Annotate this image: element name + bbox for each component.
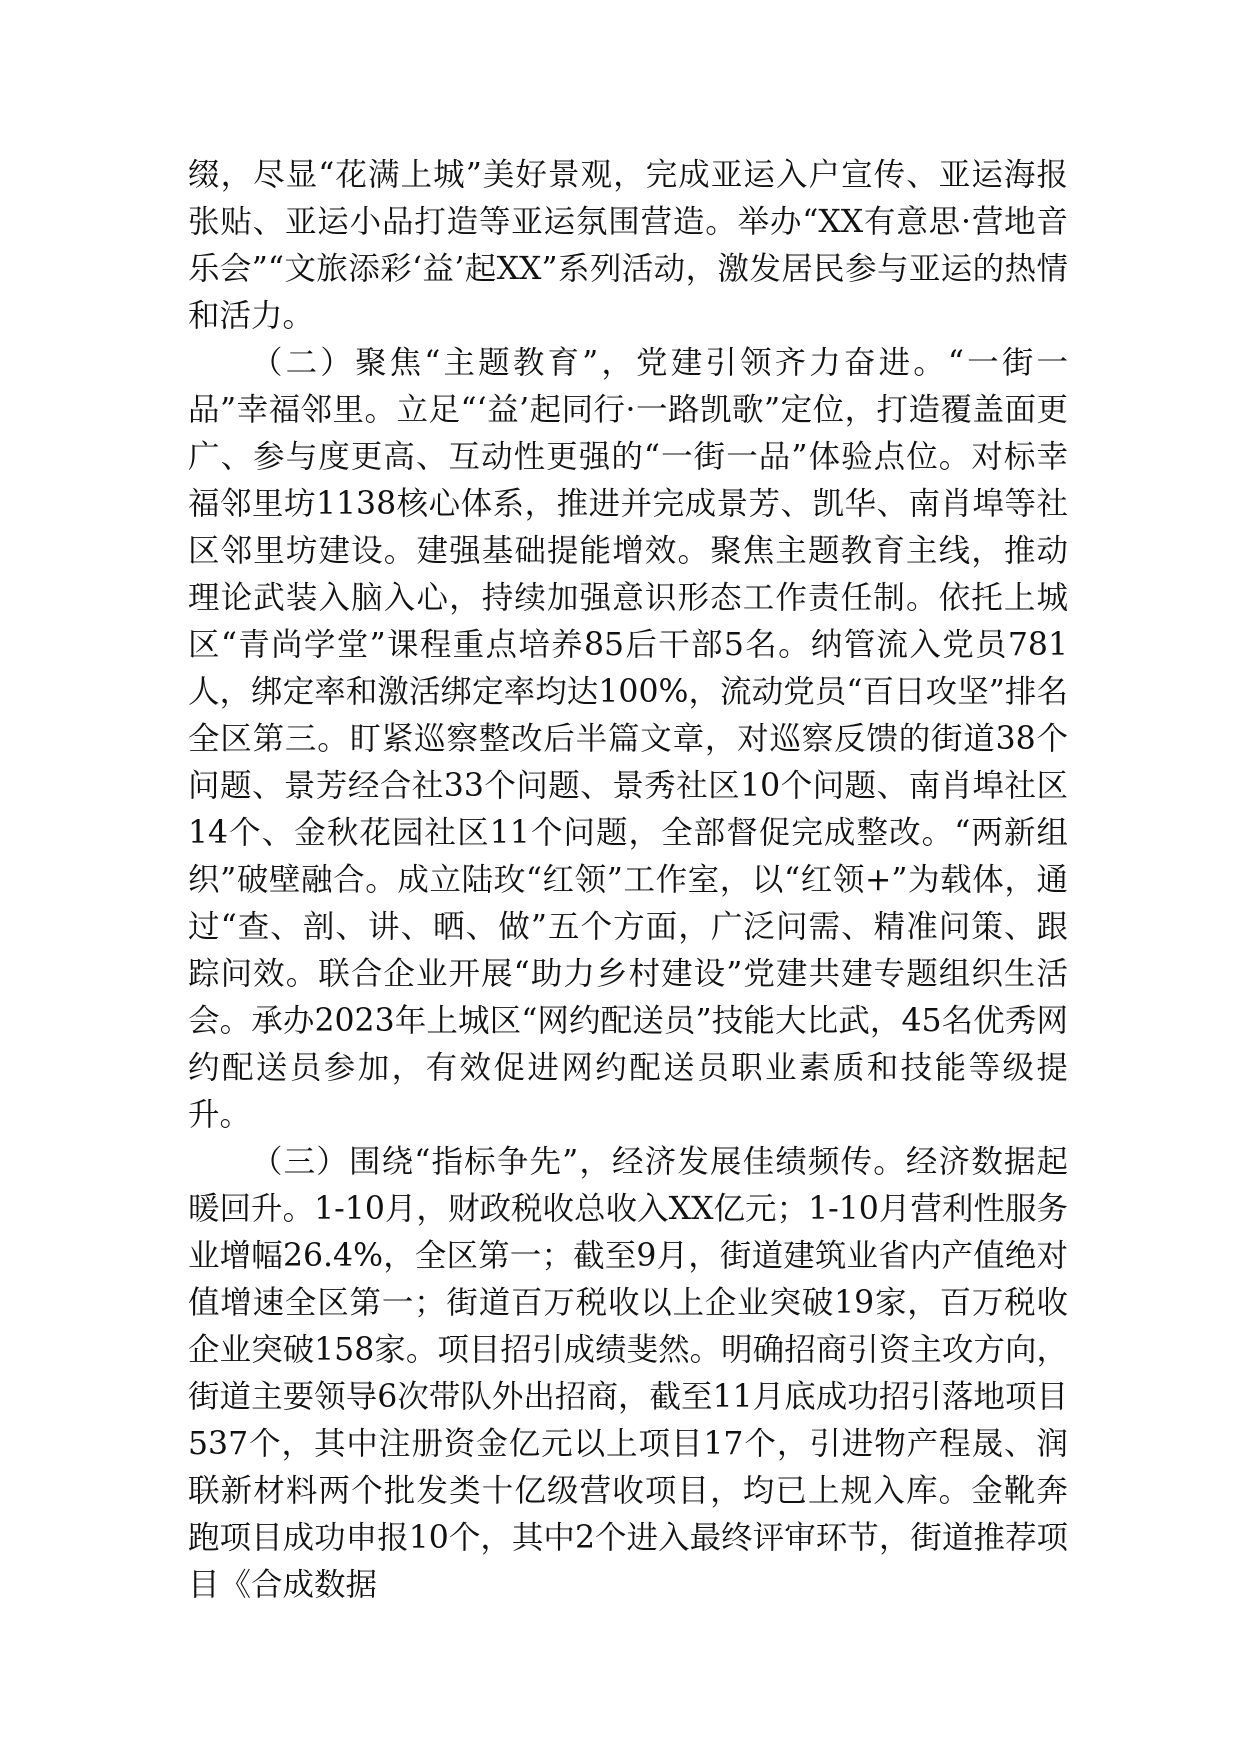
paragraph-1: 缀，尽显“花满上城”美好景观，完成亚运入户宣传、亚运海报张贴、亚运小品打造等亚运氛围营造。举办“XX有意思·营地音乐会”“文旅添彩‘益’起XX”系列活动，激发居民参与亚运的热情和活力。: [188, 157, 1068, 334]
document-body: [188, 152, 1068, 1609]
paragraph-2-party-building: （二）聚焦“主题教育”，党建引领齐力奋进。“一街一品”幸福邻里。立足“‘益’起同行·一路凯歌”定位，打造覆盖面更广、参与度更高、互动性更强的“一街一品”体验点位。对标幸福邻里坊1138核心体系，推进并完成景芳、凯华、南肖埠等社区邻里坊建设。建强基础提能增效。聚焦主题教育主线，推动理论武装入脑入心，持续加强意识形态工作责任制。依托上城区“青尚学堂”课程重点培养85后干部5名。纳管流入党员781人，绑定率和激活绑定率均达100%，流动党员“百日攻坚”排名全区第三。盯紧巡察整改后半篇文章，对巡察反馈的街道38个问题、景芳经合社33个问题、景秀社区10个问题、南肖埠社区14个、金秋花园社区11个问题，全部督促完成整改。“两新组织”破壁融合。成立陆玫“红领”工作室，以“红领+”为载体，通过“查、剖、讲、晒、做”五个方面，广泛问需、精准问策、跟踪问效。联合企业开展“助力乡村建设”党建共建专题组织生活会。承办2023年上城区“网约配送员”技能大比武，45名优秀网约配送员参加，有效促进网约配送员职业素质和技能等级提升。: [188, 345, 1068, 1133]
paragraph-3-economic-development: （三）围绕“指标争先”，经济发展佳绩频传。经济数据起暖回升。1-10月，财政税收总收入XX亿元；1-10月营利性服务业增幅26.4%，全区第一；截至9月，街道建筑业省内产值绝对值增速全区第一；街道百万税收以上企业突破19家，百万税收企业突破158家。项目招引成绩斐然。明确招商引资主攻方向，街道主要领导6次带队外出招商，截至11月底成功招引落地项目537个，其中注册资金亿元以上项目17个，引进物产程晟、润联新材料两个批发类十亿级营收项目，均已上规入库。金靴奔跑项目成功申报10个，其中2个进入最终评审环节，街道推荐项目《合成数据: [188, 1144, 1068, 1603]
